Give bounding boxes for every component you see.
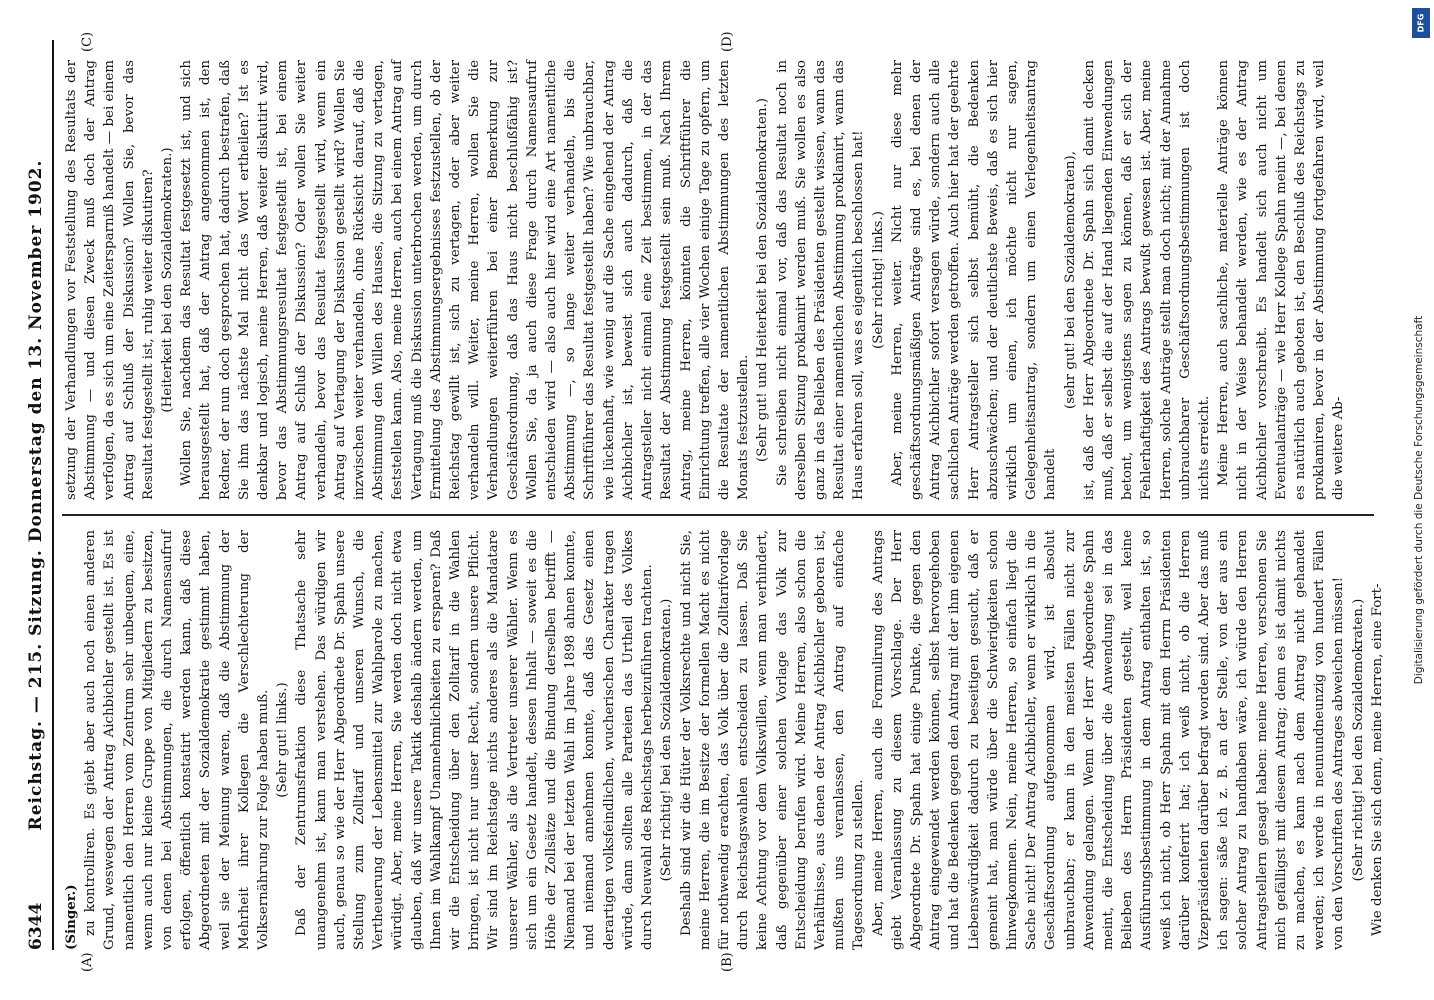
- paragraph: Wollen Sie, nachdem das Resultat festgesetzt ist, und sich herausgestellt hat, daß der Antrag angenommen ist, den Redner, der nun doch gesprochen hat, dadurch bestrafen, daß Sie ihm das nächste Mal nicht das Wort ertheilen? Ist es denkbar und logisch, meine Herren, daß weiter diskutirt wird, bevor das Abstimmungsresultat festgestellt ist, bei einem Antrag auf Schluß der Diskussion? Oder wollen Sie weiter verhandeln, bevor das Resultat festgestellt wird, wenn ein Antrag auf Vertagung der Diskussion gestellt wird? Wollen Sie inzwischen weiter verhandeln, ohne Rücksicht darauf, daß die Abstimmung den Willen des Hauses, die Sitzung zu vertagen, feststellen kann. Also, meine Herren, auch bei einem Antrag auf Vertagung muß die Diskussion unterbrochen werden, um durch Ermittelung des Abstimmungsergebnisses festzustellen, ob der Reichstag gewillt ist, sich zu vertagen, oder aber weiter verhandeln will. Weiter, meine Herren, wollen Sie die Verhandlungen weiterführen bei einer Bemerkung zur Geschäftsordnung, daß das Haus nicht beschlußfähig ist? Wollen Sie, da ja auch diese Frage durch Namensaufruf entschieden wird — also auch hier wird eine Art namentliche Abstimmung —, so lange weiter verhandeln, bis die Schriftführer das Resultat festgestellt haben? Wie unbrauchbar, wie lückenhaft, wie wenig auf die Sache eingehend der Antrag Aichbichler ist, beweist sich auch dadurch, daß die Antragsteller nicht einmal eine Zeit bestimmen, in der das Resultat der Abstimmung festgestellt sein muß. Nach Ihrem Antrag, meine Herren, könnten die Schriftführer die Einrichtung treffen, alle vier Wochen einige Tage zu opfern, um die Resultate der namentlichen Abstimmungen des letzten Monats festzustellen.: [179, 60, 752, 500]
- margin-mark-c: (C): [80, 31, 95, 52]
- page-number: 6344: [26, 902, 46, 950]
- page-header: [18, 40, 54, 950]
- paragraph: Aber, meine Herren, weiter. Nicht nur diese mehr geschäftsordnungsmäßigen Anträge sind es, bei denen der Antrag Aichbichler sofort versagen würde, sondern auch alle sachlichen Anträge werden getroffen. Auch hier hat der geehrte Herr Antragsteller sich selbst bemüht, die Bedenken abzuschwächen; und der deutlichste Beweis, daß es sich hier wirklich um einen, ich möchte nicht nur sagen, Gelegenheitsantrag, sondern um einen Verlegenheitsantrag handelt: [889, 60, 1059, 500]
- column-divider: [62, 514, 1374, 516]
- paragraph: Daß der Zentrumsfraktion diese Thatsache sehr unangenehm ist, kann man verstehen. Das würdigen wir auch, genau so wie der Herr Abgeordnete Dr. Spahn unsere Stellung zum Zolltarif und unseren Wunsch, die Vertheuerung der Lebensmittel zur Wahlparole zu machen, würdigt. Aber, meine Herren, Sie werden doch nicht etwa glauben, daß wir unsere Taktik deshalb ändern werden, um Ihnen im Wahlkampf Unannehmlichkeiten zu ersparen? Daß wir die Entscheidung über den Zolltarif in die Wahlen bringen, ist nicht nur unser Recht, sondern unsere Pflicht. Wir sind im Reichstage nichts anderes als die Mandatare unserer Wähler, als die Vertreter unserer Wähler. Wenn es sich um ein Gesetz handelt, dessen Inhalt — soweit es die Höhe der Zollsätze und die Bindung derselben betrifft — Niemand bei der letzten Wahl im Jahre 1898 ahnen konnte, und niemand annehmen konnte, daß das Gesetz einen derartigen volksfeindlichen, wucherischen Charakter tragen würde, dann sollten alle Parteien das Urtheil des Volkes durch Neuwahl des Reichstags herbeizuführen trachten.: [294, 530, 656, 950]
- interjection: (sehr gut! bei den Sozialdemokraten),: [1062, 151, 1078, 409]
- interjection: (Sehr richtig! bei den Sozialdemokraten.): [659, 598, 675, 882]
- digitization-credit: [1406, 8, 1432, 992]
- paragraph: setzung der Verhandlungen vor Feststellung des Resultats der Abstimmung — und diesen Zweck muß doch der Antrag verfolgen, da es sich um eine Zeitersparniß handelt — bei einem Antrag auf Schluß der Diskussion? Wollen Sie, bevor das Resultat festgestellt ist, ruhig weiter diskutiren?: [64, 60, 156, 500]
- speaker-name: (Singer.): [63, 884, 79, 950]
- paragraph: Wie denken Sie sich denn, meine Herren, eine Fort-: [1369, 583, 1385, 936]
- paragraph: ist, daß der Herr Abgeordnete Dr. Spahn sich damit decken muß, daß er selbst die auf der Hand liegenden Einwendungen betont, um wenigstens sagen zu können, daß er sich der Fehlerhaftigkeit des Antrags bewußt gewesen ist. Aber, meine Herren, solche Anträge stellt man doch nicht; mit der Annahme unbrauchbarer Geschäftsordnungsbestimmungen ist doch nichts erreicht.: [1081, 60, 1212, 500]
- credit-text: Digitalisierung gefördert durch die Deutsche Forschungsgemeinschaft: [1413, 315, 1425, 685]
- right-column: [62, 60, 1374, 500]
- interjection: (Heiterkeit bei den Sozialdemokraten.): [160, 147, 176, 413]
- left-column: [62, 530, 1385, 950]
- paragraph: Aber, meine Herren, auch die Formulirung des Antrags giebt Veranlassung zu diesem Vorschlage. Der Herr Abgeordnete Dr. Spahn hat einige Punkte, die gegen den Antrag eingewendet werden können, selbst hervorgehoben und hat die Bedenken gegen den Antrag mit der ihm eigenen Liebenswürdigkeit dadurch zu beseitigen gesucht, daß er gemeint hat, man würde über die Schwierigkeiten schon hinwegkommen. Nein, meine Herren, so einfach liegt die Sache nicht! Der Antrag Aichbichler, wenn er wirklich in die Geschäftsordnung aufgenommen wird, ist absolut unbrauchbar; er kann in den meisten Fällen nicht zur Anwendung gelangen. Wenn der Herr Abgeordnete Spahn meint, die Entscheidung über die Anwendung sei in das Belieben des Herrn Präsidenten gestellt, weil keine Ausführungsbestimmung in dem Antrag enthalten ist, so weiß ich nicht, ob Herr Spahn mit dem Herrn Präsidenten darüber konferirt hat; ich weiß nicht, ob die Herren Vizepräsidenten darüber befragt worden sind. Aber das muß ich sagen: säße ich z. B. an der Stelle, von der aus ein solcher Antrag zu handhaben wäre, ich würde den Herren Antragstellern gesagt haben: meine Herren, verschonen Sie mich gefälligst mit diesem Antrag; denn es ist damit nichts zu machen, es kann nach dem Antrag nicht gehandelt werden; ich werde in neunundneunzig von hundert Fällen von den Vorschriften des Antrages abweichen müssen!: [870, 530, 1347, 950]
- dfg-logo-icon: DFG: [1412, 8, 1430, 38]
- margin-mark-a: (A): [80, 952, 95, 972]
- interjection: (Sehr richtig! bei den Sozialdemokraten.): [1350, 598, 1366, 882]
- paragraph: Meine Herren, auch sachliche, materielle Anträge können nicht in der Weise behandelt werden, wie es der Antrag Aichbichler vorschreibt. Es handelt sich auch nicht um Eventualanträge — wie Herr Kollege Spahn meint —, bei denen es natürlich auch geboten ist, den Beschluß des Reichstags zu proklamiren, bevor in der Abstimmung fortgefahren wird, weil die weitere Ab-: [1216, 60, 1347, 500]
- page-title: Reichstag. — 215. Sitzung. Donnerstag den 13. November 1902.: [26, 159, 46, 831]
- paragraph: zu kontrolliren. Es giebt aber auch noch einen anderen Grund, weswegen der Antrag Aichbichler gestellt ist. Es ist namentlich den Herren vom Zentrum sehr unbequem, eine, wenn auch nur kleine Gruppe von Mitgliedern zu besitzen, von denen bei Abstimmungen, die durch Namensaufruf erfolgen, öffentlich konstatirt werden kann, daß diese Abgeordneten mit der Sozialdemokratie gestimmt haben, weil sie der Meinung waren, daß die Abstimmung der Mehrheit ihrer Kollegen die Verschlechterung der Volksernährung zur Folge haben muß.: [83, 530, 272, 950]
- margin-mark-b: (B): [720, 952, 735, 972]
- interjection: (Sehr gut! und Heiterkeit bei den Sozialdemokraten.): [755, 98, 771, 462]
- interjection: (Sehr richtig! links.): [870, 211, 886, 349]
- paragraph: Sie schreiben nicht einmal vor, daß das Resultat noch in derselben Sitzung proklamirt werden muß. Sie wollen es also ganz in das Belieben des Präsidenten gestellt wissen, wann das Resultat einer namentlichen Abstimmung proklamirt, wann das Haus erfahren soll, was es eigentlich beschlossen hat!: [774, 60, 867, 500]
- interjection: (Sehr gut! links.): [275, 682, 291, 798]
- paragraph: Deshalb sind wir die Hüter der Volksrechte und nicht Sie, meine Herren, die im Besitze der formellen Macht es nicht für nothwendig erachten, das Volk über die Zolltarifvorlage durch Reichstagswahlen entscheiden zu lassen. Daß Sie keine Achtung vor dem Volkswillen, wenn man verhindert, daß gegenüber einer solchen Vorlage das Volk zur Entscheidung berufen wird. Meine Herren, also schon die Verhältnisse, aus denen der Antrag Aichbichler geboren ist, mußten uns veranlassen, den Antrag auf einfache Tagesordnung zu stellen.: [678, 530, 867, 950]
- margin-mark-d: (D): [720, 31, 735, 52]
